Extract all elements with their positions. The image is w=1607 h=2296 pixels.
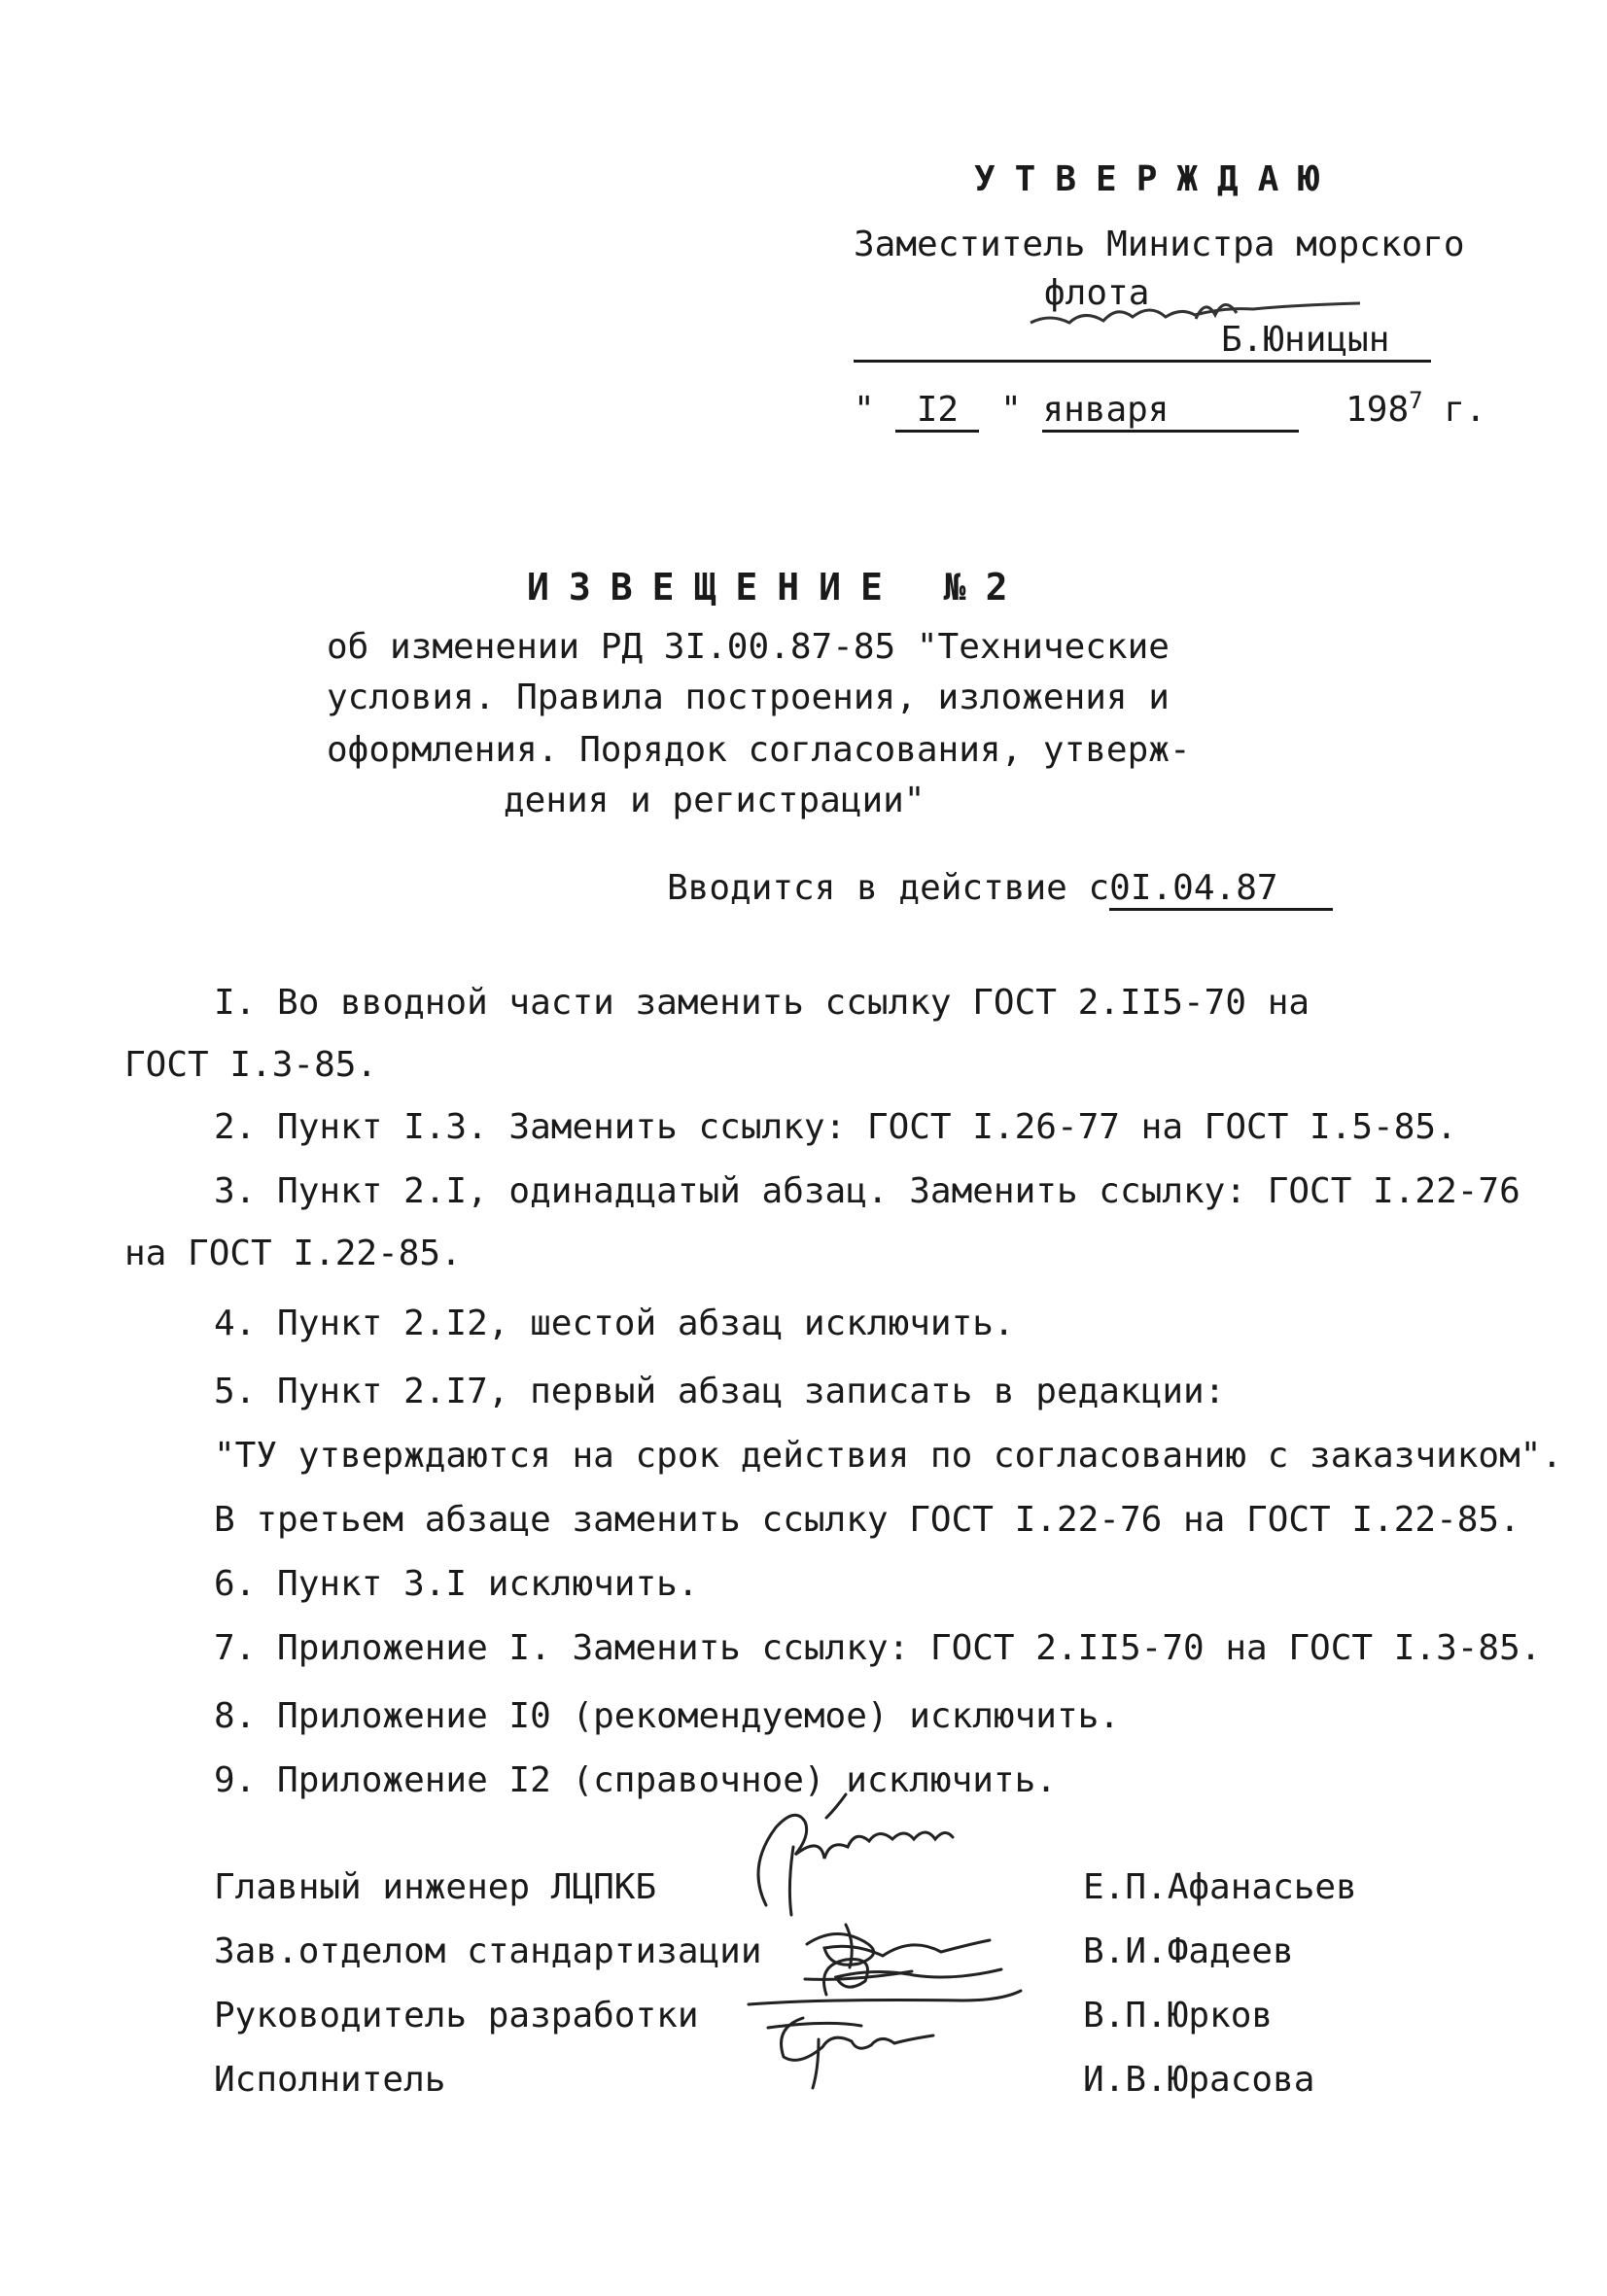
sign-role-4: Исполнитель (214, 2060, 446, 2100)
date-year-suffix: г. (1444, 390, 1486, 430)
approval-date (854, 381, 1486, 433)
date-year-sup: 7 (1409, 387, 1423, 414)
sign-name-2: В.И.Фадеев (1083, 1931, 1294, 1971)
item-9: 9. Приложение I2 (справочное) исключить. (214, 1760, 1057, 1800)
item-7: 7. Приложение I. Заменить ссылку: ГОСТ 2.II5-70 на ГОСТ I.3-85. (214, 1628, 1542, 1668)
item-5-quote: "ТУ утверждаются на срок действия по согласованию с заказчиком". (214, 1436, 1563, 1476)
sign-role-1: Главный инженер ЛЦПКБ (214, 1867, 657, 1907)
date-year-prefix: 198 (1345, 390, 1410, 430)
notice-subject-2: условия. Правила построения, изложения и (327, 678, 1170, 717)
sign-name-3: В.П.Юрков (1083, 1996, 1274, 2035)
item-1: I. Во вводной части заменить ссылку ГОСТ 2.II5-70 на (214, 983, 1310, 1023)
date-day: I2 (895, 391, 979, 433)
item-6: 6. Пункт 3.I исключить. (214, 1564, 699, 1604)
item-2: 2. Пункт I.3. Заменить ссылку: ГОСТ I.26-77 на ГОСТ I.5-85. (214, 1107, 1457, 1147)
sign-role-2: Зав.отделом стандартизации (214, 1931, 762, 1971)
item-5-cont: В третьем абзаце заменить ссылку ГОСТ I.22-76 на ГОСТ I.22-85. (214, 1500, 1520, 1540)
sign-name-4: И.В.Юрасова (1083, 2060, 1315, 2100)
item-4: 4. Пункт 2.I2, шестой абзац исключить. (214, 1304, 1015, 1343)
sign-name-1: Е.П.Афанасьев (1083, 1867, 1357, 1907)
notice-subject-4: дения и регистрации" (504, 781, 926, 820)
approver-position-cont: флота (1044, 273, 1150, 313)
effective-date-line (667, 869, 1333, 911)
effective-date: 0I.04.87 (1109, 869, 1333, 911)
approver-name: Б.Юницын (1221, 320, 1390, 360)
date-quote-open: " (854, 390, 875, 430)
date-year (1345, 387, 1486, 430)
notice-title: ИЗВЕЩЕНИЕ №2 (527, 566, 1028, 609)
notice-subject-1: об изменении РД 3I.00.87-85 "Технические (327, 627, 1170, 667)
approver-position: Заместитель Министра морского (854, 225, 1465, 264)
signature-line (854, 360, 1431, 363)
item-3-cont: на ГОСТ I.22-85. (124, 1234, 462, 1273)
item-8: 8. Приложение I0 (рекомендуемое) исключить. (214, 1696, 1120, 1736)
approval-header: УТВЕРЖДАЮ (974, 159, 1340, 199)
date-month: января (1042, 391, 1299, 433)
date-quote-close: " (1000, 390, 1022, 430)
item-3: 3. Пункт 2.I, одинадцатый абзац. Заменить ссылку: ГОСТ I.22-76 (214, 1171, 1520, 1211)
notice-subject-3: оформления. Порядок согласования, утверж- (327, 730, 1191, 770)
item-1-cont: ГОСТ I.3-85. (124, 1045, 378, 1085)
sign-role-3: Руководитель разработки (214, 1996, 699, 2035)
effective-label: Вводится в действие с (667, 868, 1110, 908)
handwritten-signatures (710, 1789, 1099, 2139)
item-5: 5. Пункт 2.I7, первый абзац записать в редакции: (214, 1372, 1226, 1411)
